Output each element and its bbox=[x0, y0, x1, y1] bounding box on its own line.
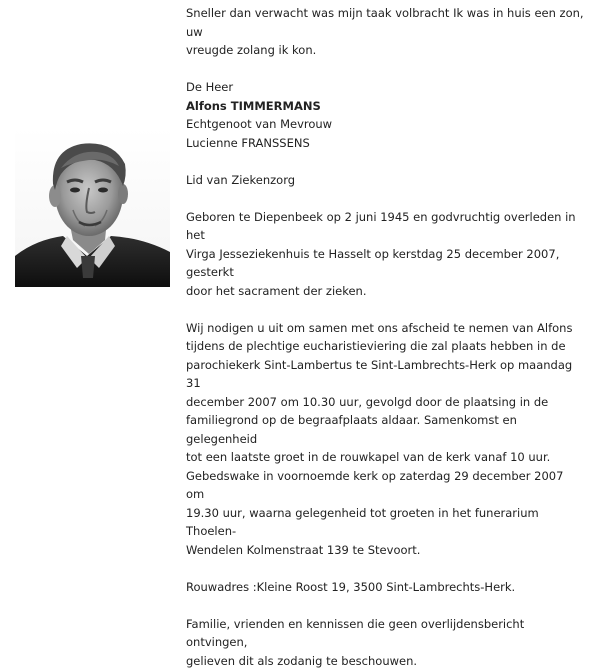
closing-paragraph: Familie, vrienden en kennissen die geen overlijdensbericht ontvingen, gelieven dit als zodanig te beschouwen. bbox=[186, 615, 584, 670]
invitation-paragraph: Wij nodigen u uit om samen met ons afscheid te nemen van Alfons tijdens de plechtige eucharistieviering die zal plaats hebben in de parochiekerk Sint-Lambertus te Sint-Lambrechts-Herk op maandag 31 december 2007 om 10.30 uur, gevolgd door de plaatsing in de familiegrond op de begraafplaats aldaar. Samenkomst en gelegenheid tot een laatste groet in de rouwkapel van de kerk vanaf 10 uur. Gebedswake in voornoemde kerk op zaterdag 29 december 2007 om 19.30 uur, waarna gelegenheid tot groeten in het funerarium Thoelen- Wendelen Kolmenstraat 139 te Stevoort. bbox=[186, 319, 584, 560]
portrait-photo bbox=[15, 128, 170, 287]
portrait-image bbox=[15, 128, 170, 287]
mourning-address: Rouwadres :Kleine Roost 19, 3500 Sint-Lambrechts-Herk. bbox=[186, 578, 584, 597]
relation-line: Echtgenoot van Mevrouw bbox=[186, 115, 584, 134]
membership-line: Lid van Ziekenzorg bbox=[186, 171, 584, 190]
birth-death-paragraph: Geboren te Diepenbeek op 2 juni 1945 en godvruchtig overleden in het Virga Jesseziekenhuis te Hasselt op kerstdag 25 december 2007, gesterkt door het sacrament der zieken. bbox=[186, 208, 584, 301]
obituary-text bbox=[186, 4, 584, 670]
deceased-block bbox=[186, 78, 584, 152]
salutation: De Heer bbox=[186, 78, 584, 97]
intro-verse: Sneller dan verwacht was mijn taak volbracht Ik was in huis een zon, uw vreugde zolang ik kon. bbox=[186, 4, 584, 60]
spouse-name: Lucienne FRANSSENS bbox=[186, 134, 584, 153]
deceased-name: Alfons TIMMERMANS bbox=[186, 97, 584, 116]
